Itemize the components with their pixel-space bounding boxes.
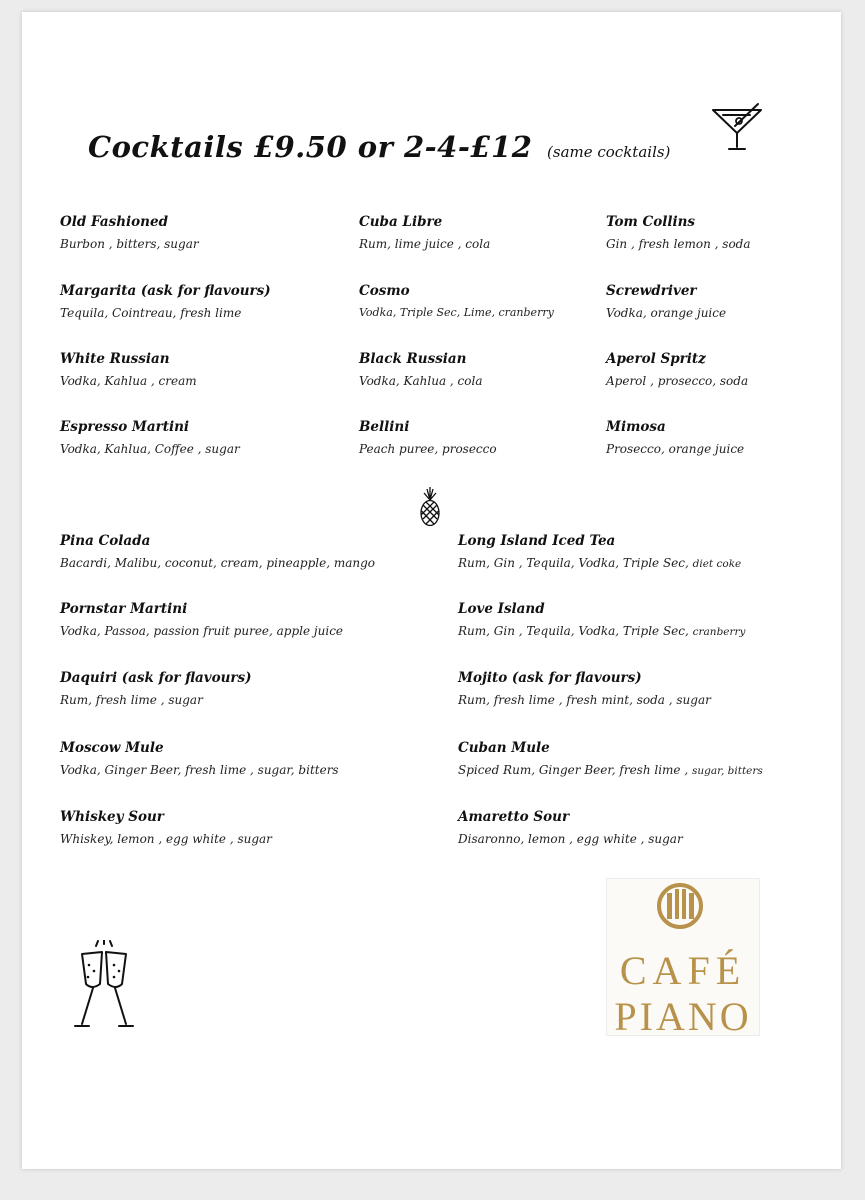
cocktail-ingredients: Prosecco, orange juice xyxy=(606,442,745,456)
cocktail-name: Love Island xyxy=(458,601,545,617)
menu-title xyxy=(88,130,670,164)
cocktail-name: Espresso Martini xyxy=(60,419,190,435)
piano-keys-icon xyxy=(655,881,705,931)
cocktail-name: Screwdriver xyxy=(606,283,697,299)
cocktail-ingredients: Vodka, orange juice xyxy=(606,306,727,320)
cocktail-ingredients: Rum, lime juice , cola xyxy=(359,237,491,251)
menu-item xyxy=(60,669,252,709)
cocktail-ingredients xyxy=(60,692,252,709)
cocktail-name: Daquiri (ask for flavours) xyxy=(60,670,252,686)
menu-item xyxy=(458,808,683,848)
menu-item xyxy=(60,418,240,457)
cocktail-ingredients: Vodka, Triple Sec, Lime, cranberry xyxy=(359,306,554,319)
cocktail-ingredients xyxy=(458,623,745,640)
menu-item xyxy=(458,532,741,572)
ingredients-extra: diet coke xyxy=(692,558,742,570)
cocktail-ingredients xyxy=(60,762,339,779)
menu-item xyxy=(359,282,554,321)
cocktail-ingredients: Peach puree, prosecco xyxy=(359,442,497,456)
cocktail-name: Margarita (ask for flavours) xyxy=(60,283,271,299)
ingredients-text: Rum, fresh lime , sugar xyxy=(60,693,203,707)
ingredients-text: Rum, Gin , Tequila, Vodka, Triple Sec, xyxy=(458,624,689,638)
ingredients-text: Whiskey, lemon , egg white , sugar xyxy=(60,832,272,846)
cocktail-name: Old Fashioned xyxy=(60,214,169,230)
menu-item xyxy=(606,350,748,389)
cocktail-name: Cuban Mule xyxy=(458,740,550,756)
ingredients-text: Spiced Rum, Ginger Beer, fresh lime , xyxy=(458,763,689,777)
menu-item xyxy=(60,532,375,572)
cocktail-name: White Russian xyxy=(60,351,170,367)
menu-item xyxy=(606,282,726,321)
ingredients-text: Rum, Gin , Tequila, Vodka, Triple Sec, xyxy=(458,556,689,570)
cocktail-name: Mojito (ask for flavours) xyxy=(458,670,642,686)
cocktail-ingredients xyxy=(60,623,343,640)
ingredients-extra: sugar, bitters xyxy=(691,765,763,777)
cocktail-ingredients: Burbon , bitters, sugar xyxy=(60,237,199,251)
menu-title-text: Cocktails £9.50 or 2-4-£12 xyxy=(88,130,533,164)
ingredients-text: Disaronno, lemon , egg white , sugar xyxy=(458,832,683,846)
ingredients-text: Rum, fresh lime , fresh mint, soda , sugar xyxy=(458,693,711,707)
menu-item xyxy=(60,600,343,640)
pineapple-icon xyxy=(418,486,442,528)
cocktail-name: Moscow Mule xyxy=(60,740,164,756)
martini-glass-icon xyxy=(710,102,764,152)
menu-item xyxy=(458,600,745,640)
cocktail-ingredients xyxy=(458,692,711,709)
cocktail-ingredients xyxy=(60,831,272,848)
menu-title-note: (same cocktails) xyxy=(547,143,671,161)
cocktail-ingredients xyxy=(458,831,683,848)
menu-item xyxy=(60,350,197,389)
menu-item xyxy=(60,808,272,848)
cocktail-name: Cuba Libre xyxy=(359,214,443,230)
cocktail-name: Black Russian xyxy=(359,351,467,367)
cocktail-ingredients: Gin , fresh lemon , soda xyxy=(606,237,751,251)
ingredients-text: Vodka, Passoa, passion fruit puree, apple juice xyxy=(60,624,344,638)
menu-item xyxy=(359,350,482,389)
cocktail-name: Pornstar Martini xyxy=(60,601,188,617)
cocktail-name: Pina Colada xyxy=(60,533,151,549)
ingredients-text: Bacardi, Malibu, coconut, cream, pineapple, mango xyxy=(60,556,376,570)
cocktail-name: Mimosa xyxy=(606,419,666,435)
cocktail-ingredients xyxy=(60,555,375,572)
menu-item xyxy=(606,213,751,252)
cafe-piano-logo xyxy=(606,878,760,1039)
cocktail-name: Tom Collins xyxy=(606,214,696,230)
cocktail-name: Bellini xyxy=(359,419,410,435)
menu-item xyxy=(458,669,711,709)
cocktail-ingredients: Vodka, Kahlua , cream xyxy=(60,374,197,388)
cocktail-ingredients: Aperol , prosecco, soda xyxy=(606,374,749,388)
cocktail-ingredients: Tequila, Cointreau, fresh lime xyxy=(60,306,242,320)
menu-item xyxy=(60,282,271,321)
menu-page xyxy=(22,12,841,1169)
ingredients-extra: cranberry xyxy=(692,626,746,638)
cocktail-name: Aperol Spritz xyxy=(606,351,706,367)
menu-item xyxy=(606,418,744,457)
ingredients-text: Vodka, Ginger Beer, fresh lime , sugar, bitters xyxy=(60,763,339,777)
menu-item xyxy=(60,213,199,252)
cocktail-name: Amaretto Sour xyxy=(458,809,570,825)
cocktail-ingredients: Vodka, Kahlua, Coffee , sugar xyxy=(60,442,240,456)
cocktail-ingredients xyxy=(458,555,741,572)
menu-item xyxy=(359,213,490,252)
cocktail-ingredients: Vodka, Kahlua , cola xyxy=(359,374,483,388)
menu-item xyxy=(359,418,497,457)
logo-text-cafe: CAFÉ xyxy=(619,948,747,993)
logo-text-piano: PIANO xyxy=(614,994,752,1039)
champagne-toast-icon xyxy=(74,940,134,1032)
cocktail-ingredients xyxy=(458,762,763,779)
menu-item xyxy=(458,739,763,779)
cocktail-name: Long Island Iced Tea xyxy=(458,533,616,549)
cocktail-name: Cosmo xyxy=(359,283,410,299)
cocktail-name: Whiskey Sour xyxy=(60,809,164,825)
menu-item xyxy=(60,739,339,779)
